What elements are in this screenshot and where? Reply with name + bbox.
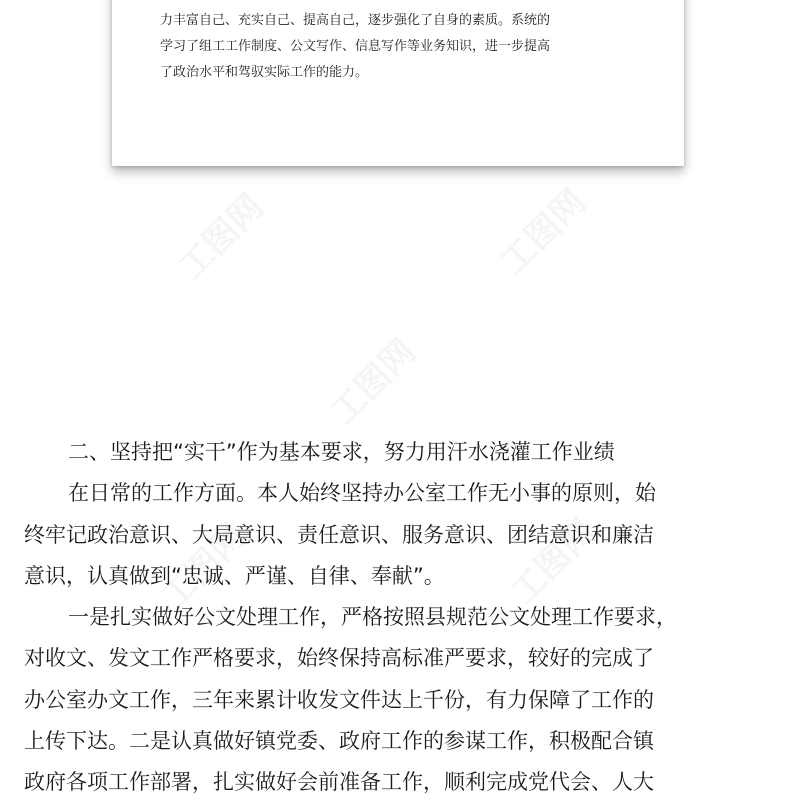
- paragraph-line: 政府各项工作部署，扎实做好会前准备工作，顺利完成党代会、人大: [24, 770, 654, 795]
- paragraph-line: 一是扎实做好公文处理工作，严格按照县规范公文处理工作要求，: [68, 605, 677, 630]
- paragraph-line: 终牢记政治意识、大局意识、责任意识、服务意识、团结意识和廉洁: [24, 522, 654, 547]
- document-card: [112, 0, 684, 166]
- paragraph-line: 意识，认真做到“忠诚、严谨、自律、奉献”。: [24, 563, 445, 588]
- card-line: 学习了组工工作制度、公文写作、信息写作等业务知识，进一步提高: [160, 39, 551, 54]
- card-line: 了政治水平和驾驭实际工作的能力。: [160, 65, 369, 80]
- card-paragraph: [160, 8, 640, 86]
- watermark: [166, 181, 273, 288]
- section-heading: 二、坚持把“实干”作为基本要求，努力用汗水浇灌工作业绩: [68, 440, 615, 464]
- watermark: [318, 326, 425, 433]
- paragraph-line: 对收文、发文工作严格要求，始终保持高标准严要求，较好的完成了: [24, 646, 654, 671]
- paragraph-line: 上传下达。二是认真做好镇党委、政府工作的参谋工作，积极配合镇: [24, 729, 654, 754]
- paragraph-line: 办公室办文工作，三年来累计收发文件达上千份，有力保障了工作的: [24, 687, 654, 712]
- article-body: [24, 432, 704, 804]
- paragraph-line: 在日常的工作方面。本人始终坚持办公室工作无小事的原则，始: [68, 481, 656, 506]
- card-line: 力丰富自己、充实自己、提高自己，逐步强化了自身的素质。系统的: [160, 13, 551, 28]
- watermark: [488, 176, 595, 283]
